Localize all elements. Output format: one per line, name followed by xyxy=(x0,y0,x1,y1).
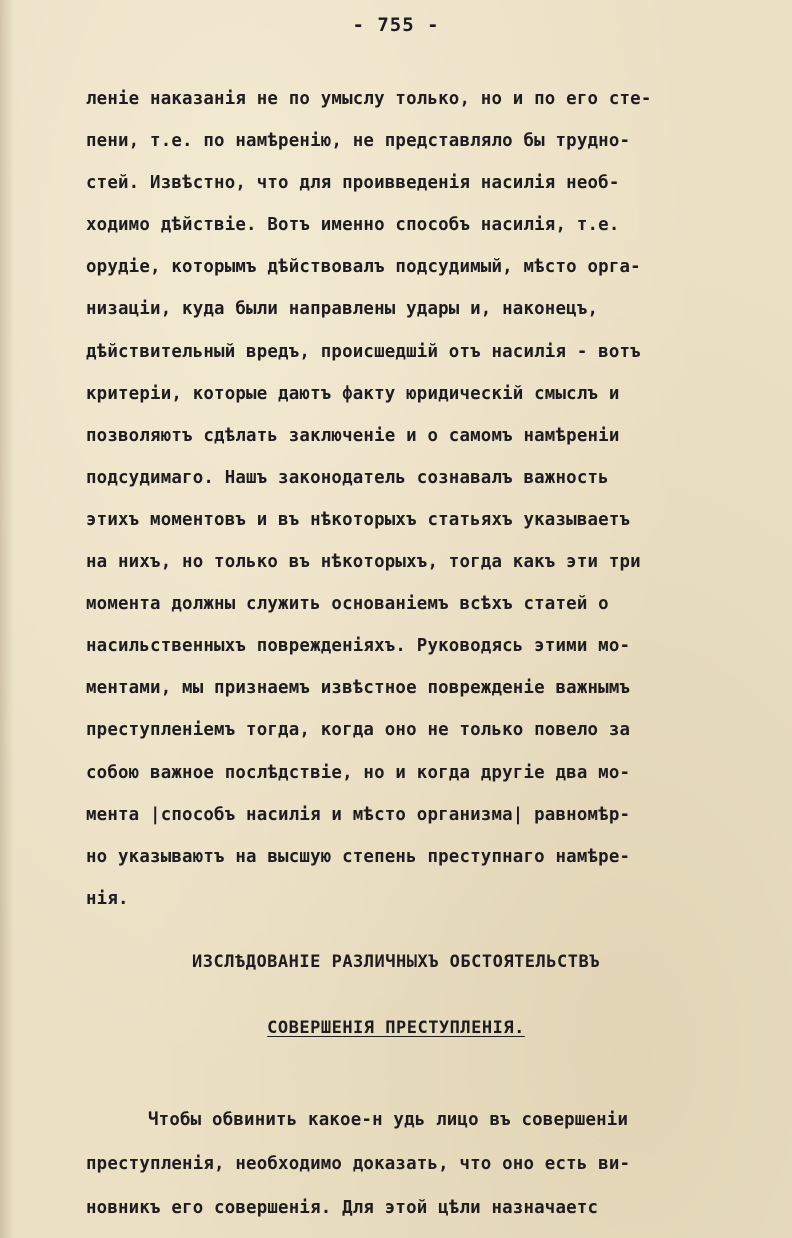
text-line: стей. Извѣстно, что для проивведенія насилія необ- xyxy=(86,173,620,194)
text-line: критеріи, которые даютъ факту юридическій смыслъ и xyxy=(86,383,620,404)
text-line: ходимо дѣйствіе. Вотъ именно способъ насилія, т.е. xyxy=(86,215,620,236)
text-line: позволяютъ сдѣлать заключеніе и о самомъ намѣреніи xyxy=(86,425,620,446)
text-line: мента |способъ насилія и мѣсто организма| равномѣр- xyxy=(86,804,631,825)
text-line: преступленія, необходимо доказать, что оно есть ви- xyxy=(86,1154,631,1174)
section-heading: ИЗСЛѢДОВАНІЕ РАЗЛИЧНЫХЪ ОБСТОЯТЕЛЬСТВЪ xyxy=(192,952,600,972)
text-line: ментами, мы признаемъ извѣстное поврежденіе важнымъ xyxy=(86,678,631,699)
body-paragraph xyxy=(86,78,746,920)
text-line: дѣйствительный вредъ, происшедшій отъ насилія - вотъ xyxy=(86,341,641,362)
text-line: преступленіемъ тогда, когда оно не только повело за xyxy=(86,720,631,741)
text-line: собою важное послѣдствіе, но и когда другіе два мо- xyxy=(86,762,631,783)
text-line: низаціи, куда были направлены удары и, наконецъ, xyxy=(86,299,599,320)
text-line: этихъ моментовъ и въ нѣкоторыхъ статьяхъ указываетъ xyxy=(86,509,631,530)
text-line: но указываютъ на высшую степень преступнаго намѣре- xyxy=(86,846,631,867)
text-line: Чтобы обвинить какое-н удь лицо въ совершеніи xyxy=(148,1110,629,1130)
text-line: момента должны служить основаніемъ всѣхъ статей о xyxy=(86,594,609,615)
text-line: нія. xyxy=(86,888,129,909)
text-line: леніе наказанія не по умыслу только, но и по его сте- xyxy=(86,89,652,109)
page-edge-shadow xyxy=(0,0,14,1238)
next-paragraph xyxy=(86,1098,746,1230)
text-line: подсудимаго. Нашъ законодатель сознавалъ важность xyxy=(86,467,609,488)
text-line: орудіе, которымъ дѣйствовалъ подсудимый, мѣсто орга- xyxy=(86,257,641,278)
section-subheading xyxy=(0,1018,792,1038)
text-line: на нихъ, но только въ нѣкоторыхъ, тогда какъ эти три xyxy=(86,552,641,573)
text-line: новникъ его совершенія. Для этой цѣли назначаетс xyxy=(86,1198,599,1218)
page-number: - 755 - xyxy=(352,14,440,36)
section-subheading-text: СОВЕРШЕНІЯ ПРЕСТУПЛЕНІЯ. xyxy=(267,1018,525,1038)
text-line: пени, т.е. по намѣренію, не представляло бы трудно- xyxy=(86,131,631,152)
text-line: насильственныхъ поврежденіяхъ. Руководясь этими мо- xyxy=(86,636,631,657)
